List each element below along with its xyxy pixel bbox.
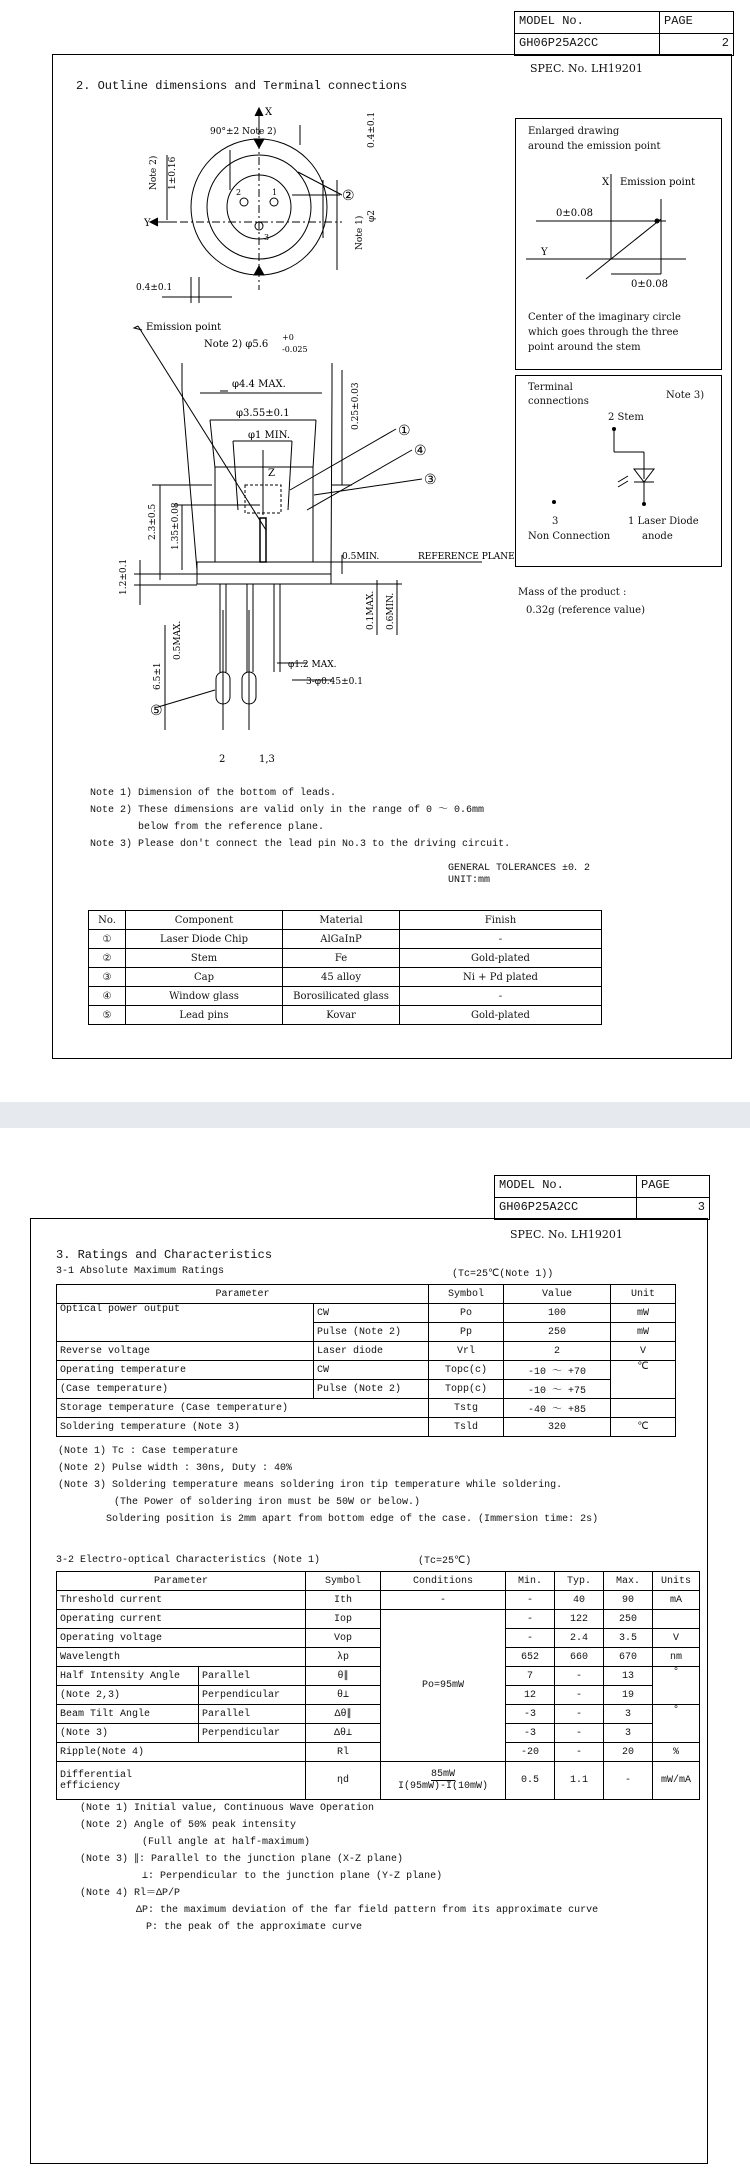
page-2-header — [514, 11, 734, 56]
cell: mW/mA — [653, 1762, 700, 1800]
cell: % — [653, 1743, 700, 1762]
cell: -40 ～ +85 — [504, 1399, 611, 1418]
col-unit: Unit — [611, 1285, 676, 1304]
cell: - — [555, 1705, 604, 1724]
cell: 90 — [604, 1591, 653, 1610]
eta-numerator: 85mW — [430, 1769, 455, 1780]
section-title: 2. Outline dimensions and Terminal connections — [76, 79, 408, 93]
terminal-note: Note 3) — [666, 390, 705, 401]
cell: - — [555, 1686, 604, 1705]
enlarged-box — [515, 118, 722, 370]
cell: Tsld — [429, 1418, 504, 1437]
col-no: No. — [89, 911, 126, 930]
callout-5: ⑤ — [150, 703, 163, 719]
note2-vertical: Note 2) — [149, 155, 159, 190]
abs-note-3: (Note 3) Soldering temperature means soldering iron tip temperature while soldering. — [58, 1480, 563, 1491]
cell: -10 ～ +75 — [504, 1380, 611, 1399]
abs-cond: (Tc=25℃(Note 1)) — [452, 1269, 554, 1280]
cell: ③ — [89, 968, 126, 987]
abs-note-3-a: (The Power of soldering iron must be 50W or below.) — [114, 1497, 421, 1508]
cell: ° — [653, 1667, 700, 1705]
unit-label: UNIT:mm — [448, 875, 491, 886]
note-3: Note 3) Please don't connect the lead pin No.3 to the driving circuit. — [90, 839, 511, 850]
cell: mA — [653, 1591, 700, 1610]
eo-notes — [80, 1800, 598, 1936]
eo-note-2-a: (Full angle at half-maximum) — [142, 1837, 311, 1848]
dim-01max: 0.1MAX. — [366, 590, 376, 630]
cell: mW — [611, 1323, 676, 1342]
enlarged-diagram — [516, 159, 721, 299]
cell: Kovar — [283, 1006, 400, 1025]
cell: Tstg — [429, 1399, 504, 1418]
cell: 3 — [604, 1705, 653, 1724]
cell: V — [611, 1342, 676, 1361]
model-label: MODEL No. — [515, 12, 660, 33]
col-min: Min. — [506, 1572, 555, 1591]
page-label: PAGE — [641, 1178, 670, 1192]
note2-phi56: Note 2) φ5.6 — [204, 339, 269, 350]
small-2: 2 — [236, 188, 242, 197]
cell: Soldering temperature (Note 3) — [57, 1418, 429, 1437]
cell: 3.5 — [604, 1629, 653, 1648]
callout-3: ③ — [424, 472, 437, 488]
model-value: GH06P25A2CC — [495, 1197, 637, 1219]
cell: CW — [314, 1304, 429, 1323]
cell: 1.1 — [555, 1762, 604, 1800]
table-row — [57, 1686, 700, 1705]
eo-cond: (Tc=25℃) — [418, 1556, 472, 1567]
eo-note-1: (Note 1) Initial value, Continuous Wave Operation — [80, 1803, 375, 1814]
eo-note-3: (Note 3) ∥: Parallel to the junction plane (X-Z plane) — [80, 1854, 404, 1865]
enlarged-d1: 0±0.08 — [556, 208, 594, 219]
cell: θ∥ — [306, 1667, 381, 1686]
cell — [57, 1762, 306, 1800]
pin-right-label: 1,3 — [259, 754, 275, 765]
table-row — [57, 1418, 676, 1437]
page-separator — [0, 1102, 750, 1128]
table-row — [57, 1361, 676, 1380]
cell: V — [653, 1629, 700, 1648]
y-axis-label: Y — [144, 218, 151, 229]
col-material: Material — [283, 911, 400, 930]
callout-2: ② — [342, 188, 355, 204]
dim-12: 1.2±0.1 — [119, 558, 129, 595]
phi44-label: φ4.4 MAX. — [232, 379, 286, 390]
phi12-label: φ1.2 MAX. — [288, 660, 337, 670]
abs-notes — [58, 1443, 598, 1528]
section-title: 3. Ratings and Characteristics — [56, 1248, 273, 1262]
cell: Pulse (Note 2) — [314, 1380, 429, 1399]
cell: AlGaInP — [283, 930, 400, 949]
general-tolerances: GENERAL TOLERANCES ±0．2 — [448, 863, 591, 874]
cell: - — [400, 930, 602, 949]
dim-05min: 0.5MIN. — [342, 552, 380, 562]
ref-plane-label: REFERENCE PLANE — [418, 552, 515, 562]
cell: - — [555, 1667, 604, 1686]
enlarged-emission: Emission point — [620, 177, 696, 188]
cell: Fe — [283, 949, 400, 968]
note-1: Note 1) Dimension of the bottom of leads. — [90, 788, 337, 799]
cell: ② — [89, 949, 126, 968]
page-number: 3 — [637, 1197, 709, 1219]
cell: Storage temperature (Case temperature) — [57, 1399, 429, 1418]
cell: Stem — [126, 949, 283, 968]
abs-note-2: (Note 2) Pulse width : 30ns, Duty : 40% — [58, 1463, 293, 1474]
cell: Iop — [306, 1610, 381, 1629]
components-table — [88, 910, 602, 1025]
tol-plus: +0 — [282, 333, 294, 342]
col-units: Units — [653, 1572, 700, 1591]
cell: Perpendicular — [199, 1686, 306, 1705]
cell: -10 ～ +70 — [504, 1361, 611, 1380]
table-row — [57, 1591, 700, 1610]
terminal-pin1-label: anode — [642, 531, 673, 542]
cell: 122 — [555, 1610, 604, 1629]
enlarged-y: Y — [541, 247, 548, 258]
eo-title: 3-2 Electro-optical Characteristics (Note 1) — [56, 1555, 321, 1566]
angle-label: 90°±2 Note 2) — [210, 127, 277, 137]
terminal-pin3: 3 — [552, 516, 559, 527]
cell: 100 — [504, 1304, 611, 1323]
enlarged-title-1: Enlarged drawing — [528, 126, 620, 137]
dim-025: 0.25±0.03 — [351, 382, 361, 430]
cell: Half Intensity Angle — [57, 1667, 199, 1686]
mass-label: Mass of the product : — [518, 587, 627, 598]
table-row — [57, 1743, 700, 1762]
cell: 660 — [555, 1648, 604, 1667]
cell: Δθ⊥ — [306, 1724, 381, 1743]
cell: Cap — [126, 968, 283, 987]
spec-number: SPEC. No. LH19201 — [530, 62, 643, 75]
cell: Ripple(Note 4) — [57, 1743, 306, 1762]
terminal-pin1: 1 Laser Diode — [628, 516, 699, 527]
spec-number: SPEC. No. LH19201 — [510, 1228, 623, 1241]
cell: - — [400, 987, 602, 1006]
enlarged-x: X — [602, 177, 610, 188]
tol-minus: -0.025 — [282, 345, 308, 354]
terminal-title-2: connections — [528, 396, 589, 407]
cell: 13 — [604, 1667, 653, 1686]
cell: 3 — [604, 1724, 653, 1743]
terminal-box — [515, 375, 722, 567]
cell: 19 — [604, 1686, 653, 1705]
cell: θ⊥ — [306, 1686, 381, 1705]
dim-65: 6.5±1 — [153, 662, 163, 690]
note1-vertical: Note 1) — [355, 215, 365, 250]
cell: - — [555, 1743, 604, 1762]
cell: ° — [653, 1705, 700, 1743]
model-value: GH06P25A2CC — [515, 33, 660, 55]
dim-1-016: 1±0.16 — [168, 156, 178, 190]
cell: Laser Diode Chip — [126, 930, 283, 949]
leads-label: 3-φ0.45±0.1 — [306, 677, 363, 687]
cell: Topc(c) — [429, 1361, 504, 1380]
table-row — [57, 1304, 676, 1323]
cell: 250 — [604, 1610, 653, 1629]
model-label: MODEL No. — [495, 1176, 637, 1197]
col-typ: Typ. — [555, 1572, 604, 1591]
cell: - — [555, 1724, 604, 1743]
col-max: Max. — [604, 1572, 653, 1591]
cell: CW — [314, 1361, 429, 1380]
cell: ④ — [89, 987, 126, 1006]
cell: Gold-plated — [400, 949, 602, 968]
abs-note-1: (Note 1) Tc : Case temperature — [58, 1446, 239, 1457]
cell — [611, 1399, 676, 1418]
phi1-label: φ1 MIN. — [248, 430, 291, 441]
small-1: 1 — [272, 188, 278, 197]
cell: mW — [611, 1304, 676, 1323]
dim-06min: 0.6MIN. — [386, 592, 396, 630]
eo-note-4-a: ΔP: the maximum deviation of the far field pattern from its approximate curve — [136, 1905, 599, 1916]
cell: ηd — [306, 1762, 381, 1800]
eo-note-3-a: ⊥: Perpendicular to the junction plane (Y-Z plane) — [142, 1871, 443, 1882]
enlarged-title-2: around the emission point — [528, 141, 661, 152]
cell: 670 — [604, 1648, 653, 1667]
col-value: Value — [504, 1285, 611, 1304]
cell: - — [604, 1762, 653, 1800]
cell — [653, 1610, 700, 1629]
cell: Threshold current — [57, 1591, 306, 1610]
diff-label-2: efficiency — [60, 1780, 121, 1792]
cell: -20 — [506, 1743, 555, 1762]
cell: Parallel — [199, 1667, 306, 1686]
cell: Beam Tilt Angle — [57, 1705, 199, 1724]
cell: Δθ∥ — [306, 1705, 381, 1724]
cell: Perpendicular — [199, 1724, 306, 1743]
enlarged-caption-3: point around the stem — [528, 342, 641, 353]
table-header-row — [89, 911, 602, 930]
table-row — [57, 1629, 700, 1648]
cell: Optical power output — [57, 1304, 314, 1342]
table-row — [89, 987, 602, 1006]
cell: Topp(c) — [429, 1380, 504, 1399]
table-row — [57, 1399, 676, 1418]
cell: - — [381, 1591, 506, 1610]
cell: 12 — [506, 1686, 555, 1705]
cell: Po — [429, 1304, 504, 1323]
cell — [381, 1762, 506, 1800]
cell: -3 — [506, 1705, 555, 1724]
cell: 2 — [504, 1342, 611, 1361]
enlarged-caption-2: which goes through the three — [528, 327, 679, 338]
abs-note-3-b: Soldering position is 2mm apart from bottom edge of the case. (Immersion time: 2s) — [106, 1514, 599, 1525]
cell: Ith — [306, 1591, 381, 1610]
cell: (Note 3) — [57, 1724, 199, 1743]
dim-23: 2.3±0.5 — [148, 503, 158, 540]
terminal-diagram — [516, 424, 721, 524]
col-finish: Finish — [400, 911, 602, 930]
cell: ① — [89, 930, 126, 949]
table-row — [89, 949, 602, 968]
eo-table — [56, 1571, 700, 1800]
note-2-cont: below from the reference plane. — [138, 822, 325, 833]
cell: 652 — [506, 1648, 555, 1667]
col-parameter: Parameter — [57, 1285, 429, 1304]
cell: Rl — [306, 1743, 381, 1762]
cell: Operating temperature — [57, 1361, 314, 1380]
table-row — [57, 1610, 700, 1629]
eo-note-4: (Note 4) Rl＝ΔP/P — [80, 1888, 181, 1899]
page-number: 2 — [660, 33, 733, 55]
outline-drawing — [52, 90, 522, 790]
cell: Reverse voltage — [57, 1342, 314, 1361]
enlarged-caption-1: Center of the imaginary circle — [528, 312, 681, 323]
note-2: Note 2) These dimensions are valid only in the range of 0 ～ 0.6mm — [90, 805, 485, 816]
cell: 45 alloy — [283, 968, 400, 987]
cell: -3 — [506, 1724, 555, 1743]
terminal-stem: 2 Stem — [608, 412, 644, 423]
cell: Gold-plated — [400, 1006, 602, 1025]
mass-value: 0.32g (reference value) — [526, 605, 645, 616]
small-3: 3 — [264, 233, 270, 242]
cell: 2.4 — [555, 1629, 604, 1648]
eta-denominator: I(95mW)-I(10mW) — [397, 1781, 488, 1792]
cell: 20 — [604, 1743, 653, 1762]
cell: Laser diode — [314, 1342, 429, 1361]
cell: Pp — [429, 1323, 504, 1342]
cell: - — [506, 1610, 555, 1629]
cell: 40 — [555, 1591, 604, 1610]
page-2-notes — [90, 785, 510, 853]
enlarged-d2: 0±0.08 — [631, 279, 669, 290]
dim-phi2: φ2 — [367, 209, 377, 222]
eo-note-2: (Note 2) Angle of 50% peak intensity — [80, 1820, 297, 1831]
cell: ⑤ — [89, 1006, 126, 1025]
col-conditions: Conditions — [381, 1572, 506, 1591]
table-row — [89, 1006, 602, 1025]
abs-max-table — [56, 1284, 676, 1437]
cell: ℃ — [611, 1418, 676, 1437]
table-header-row — [57, 1285, 676, 1304]
terminal-title-1: Terminal — [528, 382, 573, 393]
table-row — [57, 1648, 700, 1667]
cell: Operating voltage — [57, 1629, 306, 1648]
col-parameter: Parameter — [57, 1572, 306, 1591]
eo-note-4-b: P: the peak of the approximate curve — [146, 1922, 363, 1933]
table-row — [57, 1380, 676, 1399]
terminal-pin3-label: Non Connection — [528, 531, 611, 542]
cell: Po=95mW — [381, 1610, 506, 1762]
x-axis-label: X — [265, 107, 273, 118]
table-row — [89, 930, 602, 949]
cell: 250 — [504, 1323, 611, 1342]
table-row — [89, 968, 602, 987]
cell: Pulse (Note 2) — [314, 1323, 429, 1342]
cell: Lead pins — [126, 1006, 283, 1025]
cell: - — [506, 1591, 555, 1610]
cell: (Case temperature) — [57, 1380, 314, 1399]
col-symbol: Symbol — [306, 1572, 381, 1591]
cell: 7 — [506, 1667, 555, 1686]
col-component: Component — [126, 911, 283, 930]
emission-point-label: Emission point — [146, 322, 222, 333]
cell: Window glass — [126, 987, 283, 1006]
cell: Parallel — [199, 1705, 306, 1724]
table-row — [57, 1724, 700, 1743]
table-row — [57, 1342, 676, 1361]
dim-04: 0.4±0.1 — [367, 111, 377, 148]
cell: Wavelength — [57, 1648, 306, 1667]
phi355-label: φ3.55±0.1 — [236, 408, 290, 419]
cell: Operating current — [57, 1610, 306, 1629]
dim-04b: 0.4±0.1 — [136, 283, 173, 293]
z-axis-label: Z — [268, 468, 275, 479]
callout-1: ① — [398, 423, 411, 439]
table-row — [57, 1705, 700, 1724]
dim-135: 1.35±0.08 — [171, 502, 181, 550]
cell: (Note 2,3) — [57, 1686, 199, 1705]
page-3-header — [494, 1175, 710, 1220]
cell: Vop — [306, 1629, 381, 1648]
cell: λp — [306, 1648, 381, 1667]
cell: 0.5 — [506, 1762, 555, 1800]
cell: - — [506, 1629, 555, 1648]
cell: Ni + Pd plated — [400, 968, 602, 987]
dim-05max: 0.5MAX. — [173, 620, 183, 660]
cell: ℃ — [611, 1361, 676, 1399]
col-symbol: Symbol — [429, 1285, 504, 1304]
cell: Borosilicated glass — [283, 987, 400, 1006]
table-row — [57, 1762, 700, 1800]
page-label: PAGE — [664, 14, 693, 28]
cell: Vrl — [429, 1342, 504, 1361]
pin-left-label: 2 — [219, 754, 226, 765]
cell: 320 — [504, 1418, 611, 1437]
callout-4: ④ — [414, 443, 427, 459]
cell: nm — [653, 1648, 700, 1667]
table-row — [57, 1667, 700, 1686]
table-header-row — [57, 1572, 700, 1591]
diff-label-1: Differential — [60, 1769, 133, 1781]
abs-title: 3-1 Absolute Maximum Ratings — [56, 1266, 225, 1277]
